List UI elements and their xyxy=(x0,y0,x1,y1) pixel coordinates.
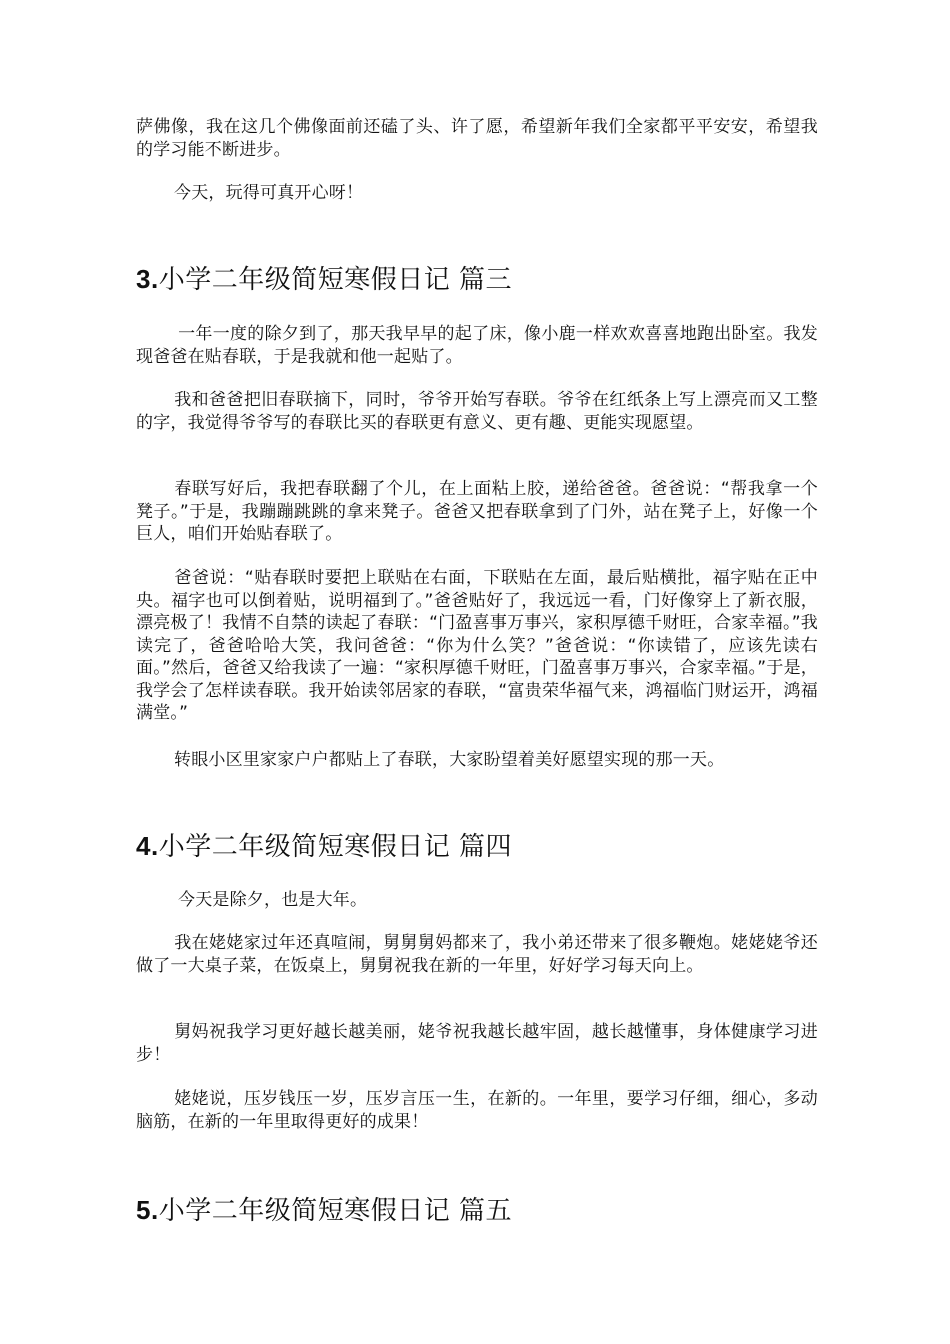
paragraph: 春联写好后，我把春联翻了个儿，在上面粘上胶，递给爸爸。爸爸说：“帮我拿一个凳子。”于是，我蹦蹦跳跳的拿来凳子。爸爸又把春联拿到了门外，站在凳子上，好像一个巨人，咱们开始贴春联了。 xyxy=(136,479,818,544)
section-number: 4. xyxy=(136,831,159,861)
paragraph: 今天，玩得可真开心呀！ xyxy=(174,183,364,203)
paragraph: 转眼小区里家家户户都贴上了春联，大家盼望着美好愿望实现的那一天。 xyxy=(174,750,725,770)
section-heading-3 xyxy=(136,262,818,297)
paragraph: 萨佛像，我在这几个佛像面前还磕了头、许了愿，希望新年我们全家都平平安安，希望我的学习能不断进步。 xyxy=(136,117,818,160)
paragraph: 今天是除夕，也是大年。 xyxy=(178,890,368,910)
paragraph: 我在姥姥家过年还真喧闹，舅舅舅妈都来了，我小弟还带来了很多鞭炮。姥姥姥爷还做了一大桌子菜，在饭桌上，舅舅祝我在新的一年里，好好学习每天向上。 xyxy=(136,933,818,976)
paragraph: 我和爸爸把旧春联摘下，同时，爷爷开始写春联。爷爷在红纸条上写上漂亮而又工整的字，我觉得爷爷写的春联比买的春联更有意义、更有趣、更能实现愿望。 xyxy=(136,390,818,433)
section-heading-4 xyxy=(136,829,818,864)
section-title: 小学二年级简短寒假日记 篇五 xyxy=(158,1196,512,1226)
section-number: 5. xyxy=(136,1195,159,1225)
paragraph: 姥姥说，压岁钱压一岁，压岁言压一生，在新的。一年里，要学习仔细，细心，多动脑筋，在新的一年里取得更好的成果！ xyxy=(136,1089,818,1132)
section-title: 小学二年级简短寒假日记 篇四 xyxy=(158,832,512,862)
section-number: 3. xyxy=(136,264,159,294)
paragraph: 舅妈祝我学习更好越长越美丽，姥爷祝我越长越牢固，越长越懂事，身体健康学习进步！ xyxy=(136,1022,818,1065)
section-title: 小学二年级简短寒假日记 篇三 xyxy=(158,265,512,295)
section-heading-5 xyxy=(136,1193,818,1228)
paragraph: 爸爸说：“贴春联时要把上联贴在右面，下联贴在左面，最后贴横批，福字贴在正中央。福字也可以倒着贴，说明福到了。”爸爸贴好了，我远远一看，门好像穿上了新衣服，漂亮极了！我情不自禁的读起了春联：“门盈喜事万事兴，家积厚德千财旺，合家幸福。”我读完了，爸爸哈哈大笑，我问爸爸：“你为什么笑？”爸爸说：“你读错了，应该先读右面。”然后，爸爸又给我读了一遍：“家积厚德千财旺，门盈喜事万事兴，合家幸福。”于是，我学会了怎样读春联。我开始读邻居家的春联，“富贵荣华福气来，鸿福临门财运开，鸿福满堂。” xyxy=(136,568,818,723)
paragraph: 一年一度的除夕到了，那天我早早的起了床，像小鹿一样欢欢喜喜地跑出卧室。我发现爸爸在贴春联，于是我就和他一起贴了。 xyxy=(136,324,818,367)
